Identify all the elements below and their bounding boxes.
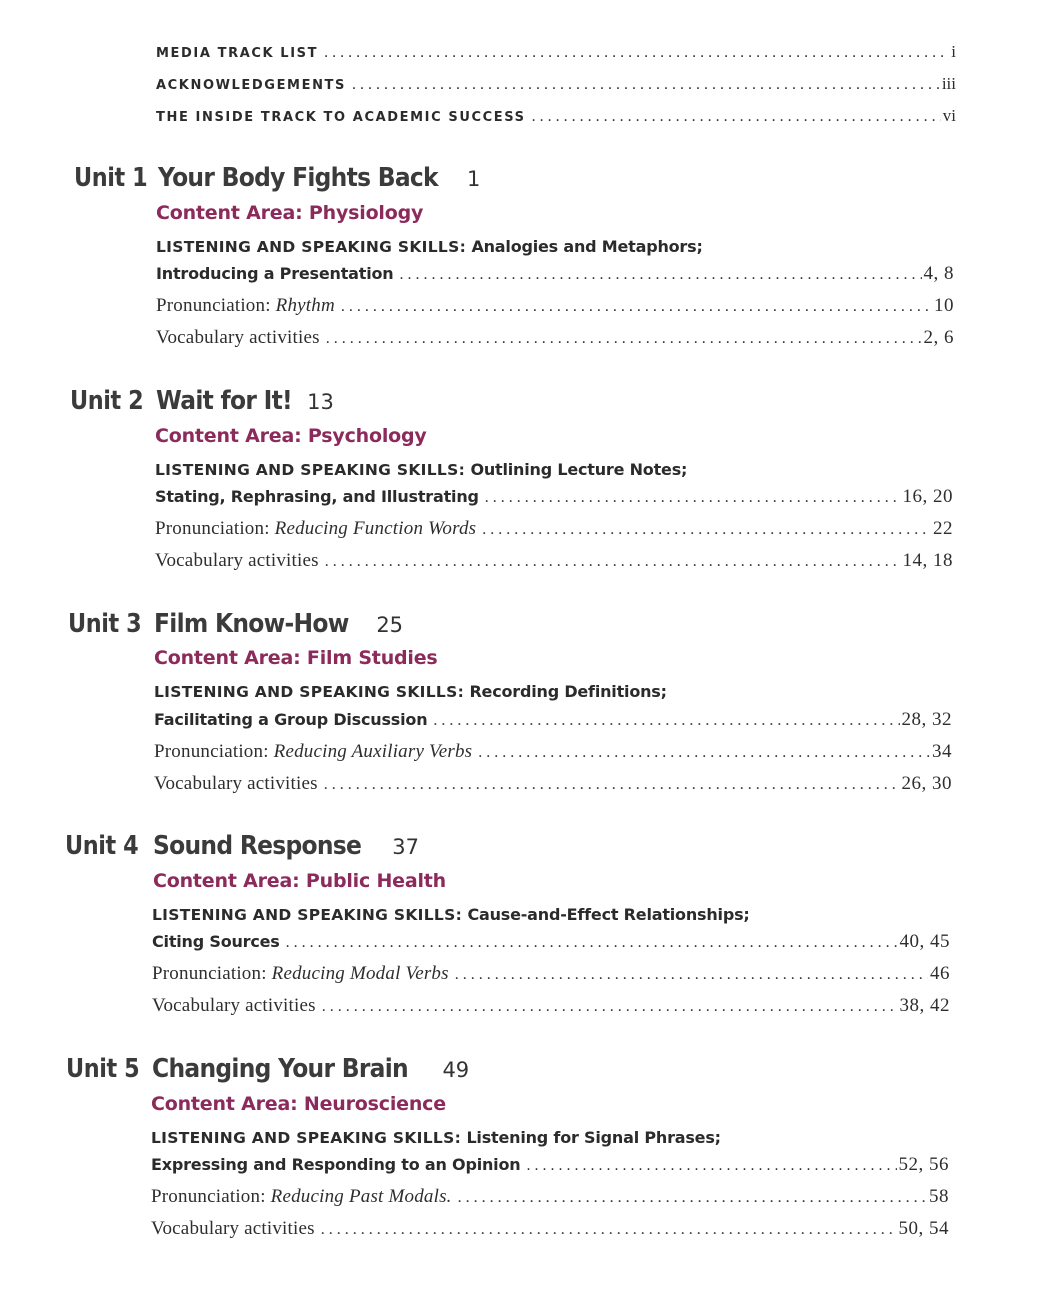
unit-label: Unit 5 — [66, 1054, 140, 1084]
skills-topic: Listening for Signal Phrases; — [466, 1128, 721, 1147]
pronunciation-label: Pronunciation: — [156, 295, 271, 316]
unit-2-skills-line1 — [155, 460, 687, 479]
unit-1-pronunciation-entry[interactable] — [156, 295, 954, 317]
dot-leader — [325, 553, 901, 571]
unit-1-skills-line1 — [156, 237, 703, 256]
dot-leader — [482, 521, 931, 539]
unit-5-heading[interactable] — [66, 1054, 469, 1084]
dot-leader — [399, 266, 921, 284]
unit-2-content-area: Content Area: Psychology — [155, 425, 427, 447]
unit-5-skills-entry[interactable] — [151, 1154, 949, 1176]
unit-title: Sound Response — [153, 831, 362, 861]
toc-entry-acknowledgements[interactable] — [156, 74, 956, 94]
unit-title: Wait for It! — [156, 386, 292, 416]
pronunciation-topic: Reducing Function Words — [274, 518, 477, 539]
toc-entry-page: iii — [941, 74, 956, 93]
skills-prefix: LISTENING AND SPEAKING SKILLS: — [156, 238, 467, 256]
unit-4-heading[interactable] — [65, 831, 419, 861]
dot-leader — [526, 1157, 896, 1175]
unit-title: Film Know-How — [154, 609, 349, 639]
skills-topic: Cause-and-Effect Relationships; — [467, 905, 750, 924]
unit-page: 25 — [376, 613, 404, 637]
skills-topic: Stating, Rephrasing, and Illustrating — [155, 487, 479, 506]
pronunciation-topic: Reducing Modal Verbs — [271, 963, 449, 984]
skills-topic: Analogies and Metaphors; — [471, 237, 703, 256]
toc-entry-label: ACKNOWLEDGEMENTS — [156, 78, 346, 93]
pronunciation-topic: Rhythm — [275, 295, 335, 316]
unit-page: 13 — [307, 390, 334, 414]
unit-label: Unit 2 — [70, 386, 144, 416]
unit-5-pronunciation-entry[interactable] — [151, 1186, 949, 1208]
pronunciation-label: Pronunciation: — [155, 518, 270, 539]
skills-topic: Recording Definitions; — [469, 682, 667, 701]
skills-topic: Citing Sources — [152, 932, 280, 951]
unit-4-content-area: Content Area: Public Health — [153, 870, 446, 892]
unit-3-content-area: Content Area: Film Studies — [154, 647, 438, 669]
entry-pages: 4, 8 — [923, 263, 954, 284]
dot-leader — [532, 108, 941, 126]
entry-pages: 14, 18 — [902, 550, 953, 571]
unit-1-content-area: Content Area: Physiology — [156, 202, 424, 224]
unit-label: Unit 1 — [74, 163, 148, 193]
unit-1-vocabulary-entry[interactable] — [156, 327, 954, 349]
entry-pages: 10 — [934, 295, 954, 316]
unit-3-vocabulary-entry[interactable] — [154, 773, 952, 795]
unit-4-skills-entry[interactable] — [152, 931, 950, 953]
unit-4-vocabulary-entry[interactable] — [152, 995, 950, 1017]
unit-5-vocabulary-entry[interactable] — [151, 1218, 949, 1240]
vocabulary-label: Vocabulary activities — [152, 995, 316, 1016]
pronunciation-topic: Reducing Auxiliary Verbs — [273, 741, 473, 762]
dot-leader — [324, 44, 949, 62]
dot-leader — [455, 966, 928, 984]
skills-topic: Outlining Lecture Notes; — [470, 460, 688, 479]
unit-label: Unit 4 — [65, 831, 139, 861]
pronunciation-label: Pronunciation: — [151, 1186, 266, 1207]
toc-entry-media-track-list[interactable] — [156, 42, 956, 62]
unit-4-skills-line1 — [152, 905, 750, 924]
dot-leader — [341, 298, 932, 316]
entry-pages: 38, 42 — [899, 995, 950, 1016]
unit-title: Changing Your Brain — [152, 1054, 408, 1084]
dot-leader — [433, 712, 899, 730]
dot-leader — [326, 330, 922, 348]
unit-3-heading[interactable] — [68, 609, 403, 639]
unit-1-skills-entry[interactable] — [156, 263, 954, 285]
unit-label: Unit 3 — [68, 609, 142, 639]
entry-pages: 40, 45 — [899, 931, 950, 952]
vocabulary-label: Vocabulary activities — [156, 327, 320, 348]
skills-prefix: LISTENING AND SPEAKING SKILLS: — [154, 683, 465, 701]
unit-page: 1 — [467, 167, 481, 191]
skills-prefix: LISTENING AND SPEAKING SKILLS: — [155, 461, 466, 479]
dot-leader — [485, 489, 901, 507]
dot-leader — [352, 76, 940, 94]
unit-3-pronunciation-entry[interactable] — [154, 741, 952, 763]
entry-pages: 28, 32 — [901, 709, 952, 730]
unit-3-skills-line1 — [154, 682, 667, 701]
unit-3-skills-entry[interactable] — [154, 709, 952, 731]
unit-4-pronunciation-entry[interactable] — [152, 963, 950, 985]
unit-2-skills-entry[interactable] — [155, 486, 953, 508]
skills-prefix: LISTENING AND SPEAKING SKILLS: — [151, 1129, 462, 1147]
toc-entry-page: i — [951, 42, 956, 61]
unit-title: Your Body Fights Back — [158, 163, 438, 193]
toc-entry-page: vi — [942, 106, 956, 125]
skills-topic: Facilitating a Group Discussion — [154, 710, 428, 729]
unit-2-heading[interactable] — [70, 386, 334, 416]
unit-2-vocabulary-entry[interactable] — [155, 550, 953, 572]
skills-topic: Introducing a Presentation — [156, 264, 394, 283]
entry-pages: 2, 6 — [923, 327, 954, 348]
unit-page: 49 — [442, 1058, 470, 1082]
dot-leader — [458, 1189, 927, 1207]
dot-leader — [478, 744, 930, 762]
toc-entry-inside-track[interactable] — [156, 106, 956, 126]
pronunciation-label: Pronunciation: — [154, 741, 269, 762]
dot-leader — [324, 776, 900, 794]
skills-topic: Expressing and Responding to an Opinion — [151, 1155, 521, 1174]
unit-1-heading[interactable] — [74, 163, 480, 193]
dot-leader — [286, 934, 898, 952]
unit-2-pronunciation-entry[interactable] — [155, 518, 953, 540]
dot-leader — [322, 998, 898, 1016]
entry-pages: 26, 30 — [901, 773, 952, 794]
toc-entry-label: MEDIA TRACK LIST — [156, 46, 319, 61]
pronunciation-label: Pronunciation: — [152, 963, 267, 984]
entry-pages: 58 — [929, 1186, 949, 1207]
unit-5-skills-line1 — [151, 1128, 721, 1147]
entry-pages: 46 — [930, 963, 950, 984]
skills-prefix: LISTENING AND SPEAKING SKILLS: — [152, 906, 463, 924]
vocabulary-label: Vocabulary activities — [154, 773, 318, 794]
vocabulary-label: Vocabulary activities — [151, 1218, 315, 1239]
entry-pages: 16, 20 — [902, 486, 953, 507]
dot-leader — [321, 1221, 897, 1239]
entry-pages: 52, 56 — [898, 1154, 949, 1175]
unit-page: 37 — [392, 835, 420, 859]
entry-pages: 22 — [933, 518, 953, 539]
toc-entry-label: THE INSIDE TRACK TO ACADEMIC SUCCESS — [156, 110, 526, 125]
pronunciation-topic: Reducing Past Modals. — [270, 1186, 452, 1207]
entry-pages: 50, 54 — [898, 1218, 949, 1239]
vocabulary-label: Vocabulary activities — [155, 550, 319, 571]
entry-pages: 34 — [932, 741, 952, 762]
unit-5-content-area: Content Area: Neuroscience — [151, 1093, 446, 1115]
